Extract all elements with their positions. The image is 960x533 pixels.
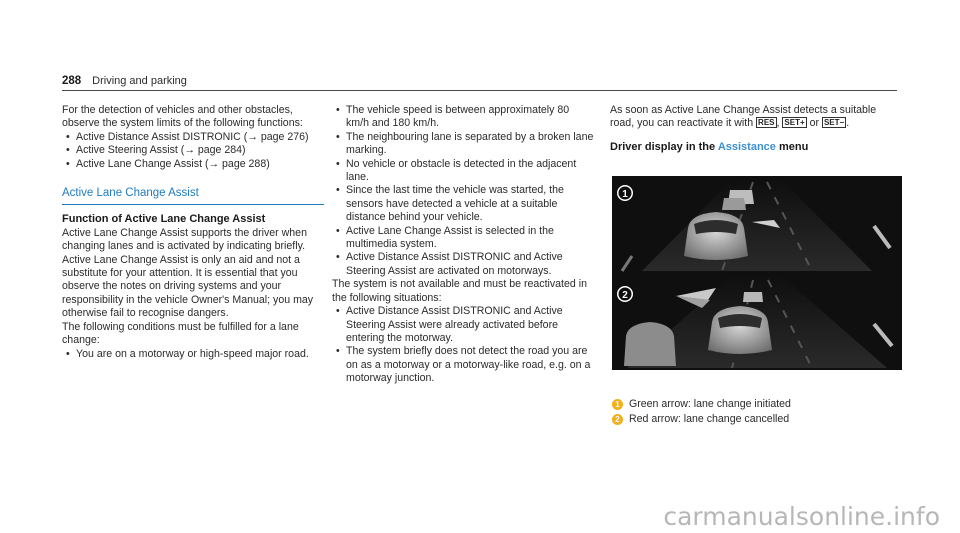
number-badge-icon: 2 — [612, 414, 623, 425]
conditions-bullets — [62, 348, 327, 361]
legend-text: Green arrow: lane change initiated — [629, 398, 791, 410]
or-text: or — [809, 117, 820, 130]
list-item: • Active Distance Assist DISTRONIC (→ page 276) — [62, 131, 327, 144]
list-item: • Active Lane Change Assist is selected in the multimedia system. — [332, 225, 594, 252]
punctuation: . — [846, 117, 850, 130]
marker-1 — [617, 185, 633, 201]
marker-2-label: 2 — [622, 290, 628, 301]
header-rule — [62, 90, 897, 91]
column-middle — [332, 104, 594, 386]
paragraph: Active Lane Change Assist supports the driver when changing lanes and is activated by indicating briefly. — [62, 226, 307, 253]
watermark: carmanualsonline.info — [663, 501, 940, 531]
intro-bullets — [62, 131, 327, 171]
paragraph: The system is not available and must be reactivated in the following situations: — [332, 278, 587, 304]
set-plus-key-icon: SET+ — [784, 118, 805, 128]
intro-text: For the detection of vehicles and other obstacles, observe the system limits of the following functions: — [62, 104, 303, 130]
figure-legend — [612, 398, 902, 428]
page-header — [62, 75, 897, 91]
marker-1-label: 1 — [622, 189, 628, 200]
driver-display-figure — [612, 176, 902, 370]
page-number: 288 — [62, 75, 82, 87]
column-right — [610, 104, 900, 154]
column-left — [62, 104, 327, 361]
marker-2 — [617, 286, 633, 302]
list-item: • Active Lane Change Assist (→ page 288) — [62, 158, 327, 171]
paragraph: Active Lane Change Assist is only an aid and not a substitute for your attention. It is essential that you observe the notes on driving systems and your responsibility in the vehicle Owner's Manual; you may otherwise fail to recognise dangers. — [62, 253, 314, 320]
figure-heading-prefix: Driver display in the — [610, 140, 716, 153]
figure-heading-suffix: menu — [778, 140, 809, 153]
conditions-bullets-continued — [332, 104, 594, 278]
number-badge-icon: 1 — [612, 399, 623, 410]
page-title: Driving and parking — [92, 75, 187, 87]
legend-item — [612, 398, 902, 413]
section-title: Active Lane Change Assist — [62, 187, 324, 205]
subsection-title: Function of Active Lane Change Assist — [62, 213, 266, 226]
list-item: • The neighbouring lane is separated by a broken lane marking. — [332, 131, 594, 158]
list-item: • Active Distance Assist DISTRONIC and Active Steering Assist are activated on motorways. — [332, 251, 594, 278]
list-item: • You are on a motorway or high-speed major road. — [62, 348, 327, 361]
legend-text: Red arrow: lane change cancelled — [629, 413, 790, 425]
list-item: • The system briefly does not detect the road you are on as a motorway or a motorway-like road, e.g. on a motorway junction. — [332, 345, 594, 385]
list-item: • The vehicle speed is between approximately 80 km/h and 180 km/h. — [332, 104, 594, 131]
punctuation: , — [776, 117, 780, 130]
figure-heading-accent: Assistance — [717, 140, 776, 153]
legend-item — [612, 413, 902, 428]
res-key-icon: RES — [758, 118, 775, 128]
list-item: • Since the last time the vehicle was started, the sensors have detected a vehicle at a suitable distance behind your vehicle. — [332, 184, 594, 224]
paragraph: The following conditions must be fulfilled for a lane change: — [62, 320, 299, 347]
list-item: • No vehicle or obstacle is detected in the adjacent lane. — [332, 158, 594, 185]
reactivation-bullets — [332, 305, 594, 385]
reactivate-text: As soon as Active Lane Change Assist detects a suitable road, you can reactivate it with — [610, 104, 877, 130]
list-item: • Active Distance Assist DISTRONIC and Active Steering Assist were already activated before entering the motorway. — [332, 305, 594, 345]
figure-heading — [610, 141, 900, 154]
paragraph — [610, 104, 900, 131]
driver-display-illustration — [612, 176, 902, 370]
list-item: • Active Steering Assist (→ page 284) — [62, 144, 327, 157]
set-minus-key-icon: SET− — [823, 118, 845, 128]
